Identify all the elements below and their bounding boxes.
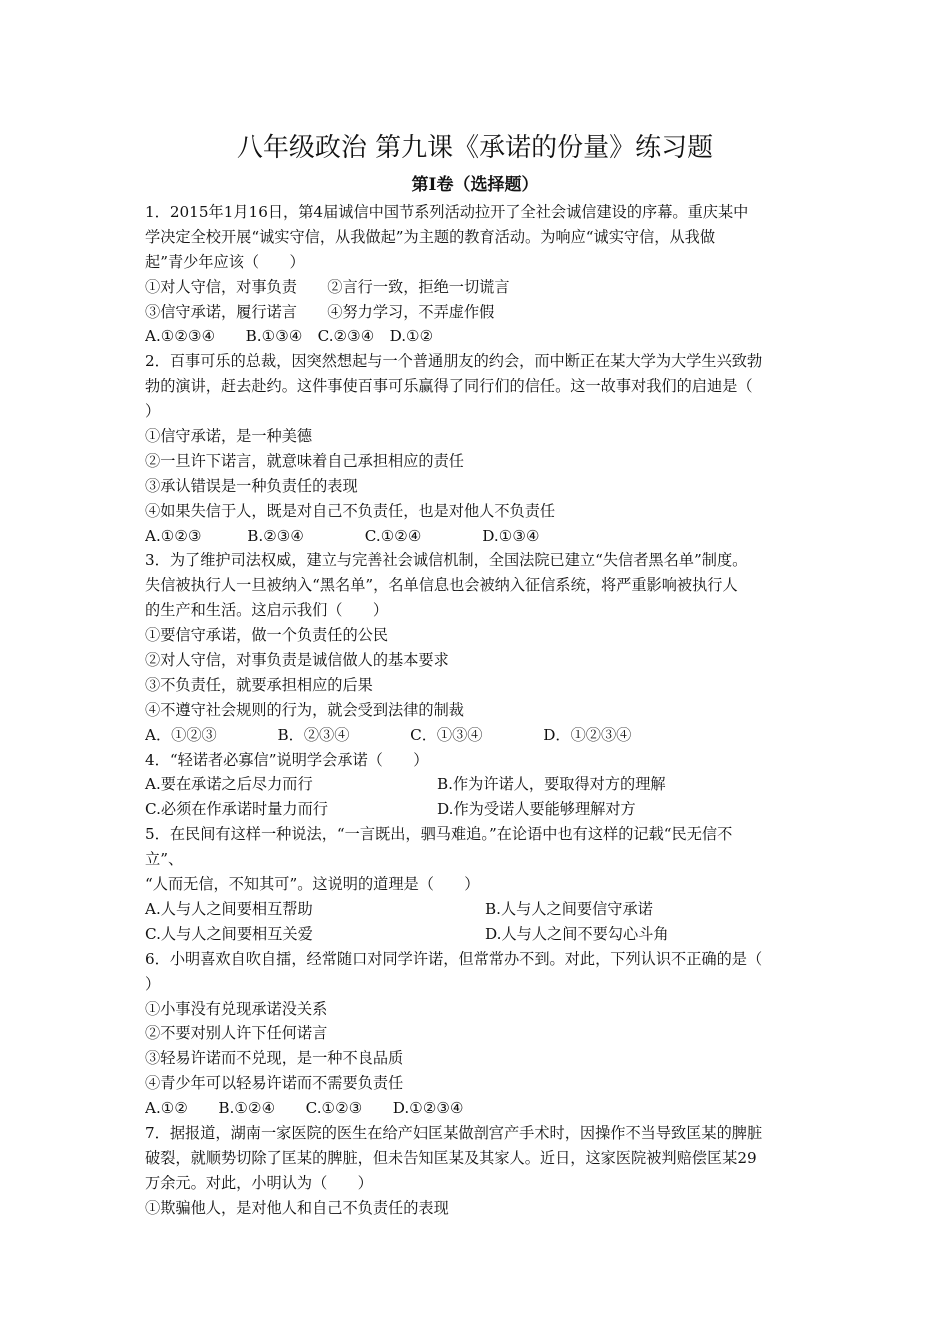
option-a: A.人与人之间要相互帮助 <box>145 899 313 918</box>
text-line: ①小事没有兑现承诺没关系 <box>145 999 328 1018</box>
text-line: 破裂，就顺势切除了匡某的脾脏，但未告知匡某及其家人。近日，这家医院被判赔偿匡某29 <box>145 1148 757 1167</box>
answer-options: A.①②③ B.②③④ C.①②④ D.①③④ <box>145 526 540 545</box>
text-line: ③承认错误是一种负责任的表现 <box>145 476 358 495</box>
q5-option-row <box>145 897 815 922</box>
text-line: ④不遵守社会规则的行为，就会受到法律的制裁 <box>145 700 464 719</box>
text-line: ③轻易许诺而不兑现，是一种不良品质 <box>145 1049 404 1068</box>
text-line: 万余元。对此，小明认为（ ） <box>145 1173 373 1192</box>
text-line: 1．2015年1月16日，第4届诚信中国节系列活动拉开了全社会诚信建设的序幕。重庆某中 <box>145 203 749 221</box>
question-content <box>145 200 815 1221</box>
text-line: 勃的演讲，赶去赴约。这件事使百事可乐赢得了同行们的信任。这一故事对我们的启迪是（ <box>145 377 753 396</box>
text-line: ①欺骗他人，是对他人和自己不负责任的表现 <box>145 1198 449 1217</box>
text-line: 4．“轻诺者必寡信”说明学会承诺（ ） <box>145 750 429 769</box>
text-line: ④青少年可以轻易许诺而不需要负责任 <box>145 1074 404 1093</box>
text-line: 6．小明喜欢自吹自擂，经常随口对同学许诺，但常常办不到。对此，下列认识不正确的是（ <box>145 949 763 968</box>
text-line: ①对人守信，对事负责 ②言行一致，拒绝一切谎言 <box>145 277 510 296</box>
text-line: ③不负责任，就要承担相应的后果 <box>145 675 373 694</box>
text-line: 5．在民间有这样一种说法，“一言既出，驷马难追。”在论语中也有这样的记载“民无信不 <box>145 825 733 844</box>
text-line: ②一旦许下诺言，就意味着自己承担相应的责任 <box>145 451 464 470</box>
text-line: 失信被执行人一旦被纳入“黑名单”，名单信息也会被纳入征信系统，将严重影响被执行人 <box>145 576 738 595</box>
text-line: 的生产和生活。这启示我们（ ） <box>145 601 388 620</box>
text-line: ①要信守承诺，做一个负责任的公民 <box>145 626 388 645</box>
text-line: ④如果失信于人，既是对自己不负责任，也是对他人不负责任 <box>145 501 556 520</box>
option-d: D.作为受诺人要能够理解对方 <box>437 800 636 819</box>
text-line: ①信守承诺，是一种美德 <box>145 427 313 446</box>
section-heading: 第Ⅰ卷（选择题） <box>411 175 539 195</box>
answer-options: A.①②③④ B.①③④ C.②③④ D.①② <box>145 327 434 346</box>
answer-options: A.①② B.①②④ C.①②③ D.①②③④ <box>145 1099 464 1118</box>
answer-options: A．①②③ B．②③④ C．①③④ D．①②③④ <box>145 725 632 744</box>
text-line: ） <box>145 974 161 993</box>
text-line: 学决定全校开展“诚实守信，从我做起”为主题的教育活动。为响应“诚实守信，从我做 <box>145 227 716 246</box>
text-line: 3．为了维护司法权威，建立与完善社会诚信机制，全国法院已建立“失信者黑名单”制度。 <box>145 551 748 570</box>
text-line: ） <box>145 402 161 421</box>
q5-option-row <box>145 922 815 947</box>
option-b: B.人与人之间要信守承诺 <box>485 899 653 918</box>
document-title: 八年级政治 第九课《承诺的份量》练习题 <box>236 133 714 163</box>
text-line: ③信守承诺，履行诺言 ④努力学习，不弄虚作假 <box>145 302 495 321</box>
option-d: D.人与人之间不要勾心斗角 <box>485 924 669 943</box>
text-line: ②不要对别人许下任何诺言 <box>145 1024 328 1043</box>
text-line: “人而无信，不知其可”。这说明的道理是（ ） <box>145 875 480 894</box>
option-b: B.作为许诺人，要取得对方的理解 <box>437 775 666 794</box>
option-c: C.必须在作承诺时量力而行 <box>145 800 328 819</box>
text-line: 立”、 <box>145 850 184 869</box>
text-line: 2．百事可乐的总裁，因突然想起与一个普通朋友的约会，而中断正在某大学为大学生兴致勃 <box>145 352 763 371</box>
text-line: 7．据报道，湖南一家医院的医生在给产妇匡某做剖宫产手术时，因操作不当导致匡某的脾脏 <box>145 1123 763 1142</box>
q4-option-row <box>145 797 815 822</box>
q4-option-row <box>145 772 815 797</box>
text-line: ②对人守信，对事负责是诚信做人的基本要求 <box>145 651 449 670</box>
option-a: A.要在承诺之后尽力而行 <box>145 775 313 794</box>
text-line: 起”青少年应该（ ） <box>145 252 305 271</box>
option-c: C.人与人之间要相互关爱 <box>145 924 313 943</box>
